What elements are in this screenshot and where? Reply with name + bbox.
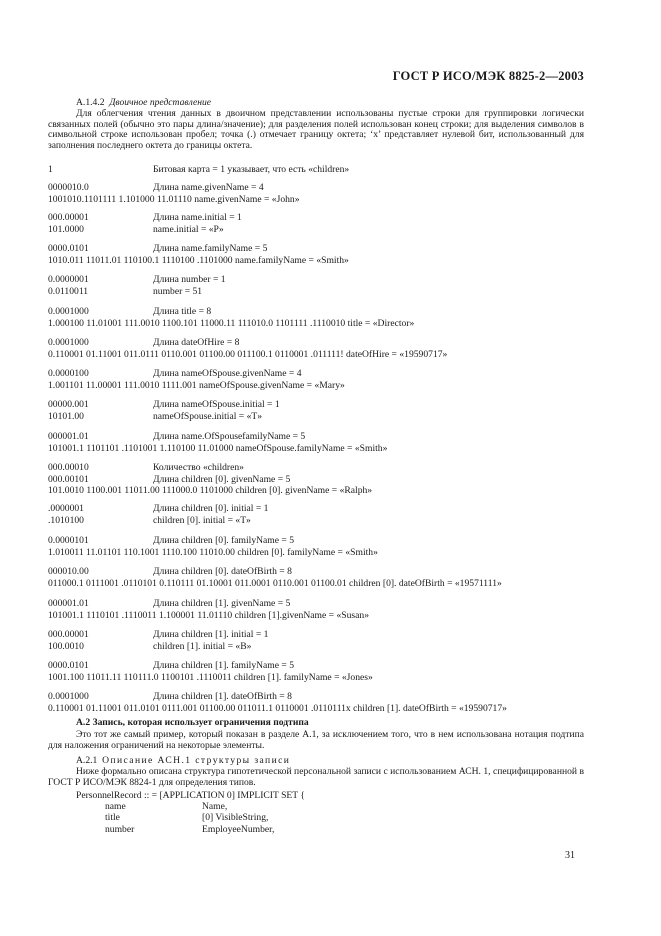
listing-line bbox=[48, 703, 507, 714]
encoding-line-text: 1.000100 11.01001 111.0010 1100.101 11000.11 111010.0 1101111 .1110010 title = «Director» bbox=[48, 317, 415, 329]
a21-number: А.2.1 bbox=[76, 755, 98, 766]
bit-code: 00000.001 bbox=[48, 399, 89, 410]
listing-line bbox=[48, 691, 292, 702]
bit-code: 000.00001 bbox=[48, 629, 89, 640]
listing-line bbox=[48, 194, 300, 205]
listing-line bbox=[48, 274, 226, 285]
listing-line bbox=[48, 598, 290, 609]
listing-line bbox=[48, 474, 290, 485]
encoding-line-text: 0.110001 01.11001 011.0101 0111.001 01100.00 011011.1 0110001 .0110111x children [1]. dateOfBirth = «19590717» bbox=[48, 702, 507, 714]
listing-line bbox=[48, 411, 262, 422]
listing-line bbox=[48, 660, 294, 671]
encoding-line-text: 101001.1 1101101 .1101001 1.110100 11.01000 nameOfSpouse.familyName = «Smith» bbox=[48, 442, 388, 454]
bit-code: 0.0001000 bbox=[48, 306, 89, 317]
section-title: Двоичное представление bbox=[109, 97, 212, 108]
field-description: children [1]. initial = «B» bbox=[153, 640, 252, 652]
bit-code: 0.0001000 bbox=[48, 337, 89, 348]
record-field-type: EmployeeNumber, bbox=[202, 823, 275, 835]
encoding-line-text: 0.110001 01.11001 011.0111 0110.001 01100.00 011100.1 0110001 .011111! dateOfHire = «19590717» bbox=[48, 348, 448, 360]
listing-line bbox=[48, 629, 268, 640]
page-header: ГОСТ Р ИСО/МЭК 8825-2—2003 bbox=[392, 69, 584, 83]
field-description: Длина children [1]. givenName = 5 bbox=[153, 598, 291, 609]
section-number: А.1.4.2 bbox=[76, 97, 105, 108]
listing-line bbox=[48, 547, 378, 558]
listing-line bbox=[48, 515, 251, 526]
field-description: children [0]. initial = «T» bbox=[153, 514, 251, 526]
encoding-line-text: 1010.011 11011.01 110100.1 1110100 .1101000 name.familyName = «Smith» bbox=[48, 254, 349, 266]
listing-line bbox=[48, 443, 387, 454]
field-description: Длина children [0]. initial = 1 bbox=[153, 503, 269, 514]
field-description: Длина children [1]. familyName = 5 bbox=[153, 660, 295, 671]
record-field-type: Name, bbox=[202, 801, 228, 812]
record-field-name: title bbox=[105, 812, 120, 824]
listing-line bbox=[48, 243, 267, 254]
field-description: Длина children [0]. familyName = 5 bbox=[153, 535, 295, 546]
field-description: Длина name.familyName = 5 bbox=[153, 243, 268, 254]
bit-code: 0.0000001 bbox=[48, 274, 89, 285]
listing-line bbox=[48, 306, 211, 317]
bit-code: 000010.00 bbox=[48, 566, 89, 577]
field-description: Длина nameOfSpouse.givenName = 4 bbox=[153, 368, 302, 379]
field-description: Длина children [0]. givenName = 5 bbox=[153, 473, 291, 485]
a2-heading: А.2 Запись, которая использует ограничения подтипа bbox=[76, 717, 309, 728]
encoding-line-text: 1.010011 11.01101 110.1001 1110.100 11010.00 children [0]. familyName = «Smith» bbox=[48, 546, 378, 558]
bit-code: 0.0000101 bbox=[48, 535, 89, 546]
bit-code: 101.0000 bbox=[48, 223, 84, 235]
record-definition: PersonnelRecord :: = [APPLICATION 0] IMPLICIT SET { bbox=[76, 790, 305, 801]
encoding-line-text: 011000.1 0111001 .0110101 0.110111 01.10001 011.0001 0110.001 01100.01 children [0]. dateOfBirth = «19571111» bbox=[48, 577, 502, 589]
bit-code: 000.00101 bbox=[48, 473, 89, 485]
encoding-line-text: 101001.1 1110101 .1110011 1.100001 11.01110 children [1].givenName = «Susan» bbox=[48, 609, 369, 621]
listing-line bbox=[48, 485, 372, 496]
field-description: Длина children [0]. dateOfBirth = 8 bbox=[153, 566, 292, 577]
listing-line bbox=[48, 380, 345, 391]
bit-code: 100.0010 bbox=[48, 640, 84, 652]
a2-paragraph: Это тот же самый пример, который показан в разделе А.1, за исключением того, что в нем использована нотация подтипа для наложения ограничений на некоторые элементы. bbox=[48, 729, 584, 751]
intro-paragraph: Для облегчения чтения данных в двоичном представлении использованы пустые строки для группировки логически связанных полей (обычно это пары длина/значение); для разделения полей использован конец строки; для выделения символов в символьной строке использован пробел; точка (.) отмечает границу октета; ‘x’ представляет нулевой бит, использованный для заполнения последнего октета до границы октета. bbox=[48, 108, 584, 151]
listing-line bbox=[48, 535, 294, 546]
a21-paragraph: Ниже формально описана структура гипотетической персональной записи с использованием АСН. 1, специфицированной в ГОСТ Р ИСО/МЭК 8824-1 для определения типов. bbox=[48, 766, 584, 788]
bit-code: 000001.01 bbox=[48, 431, 89, 442]
listing-line bbox=[48, 672, 373, 683]
bit-code: .0000001 bbox=[48, 503, 84, 514]
encoding-line-text: 1.001101 11.00001 111.0010 1111.001 nameOfSpouse.givenName = «Mary» bbox=[48, 379, 345, 391]
listing-line bbox=[48, 399, 280, 410]
listing-line bbox=[48, 182, 264, 193]
bit-code: .1010100 bbox=[48, 514, 84, 526]
bit-code: 0.0001000 bbox=[48, 691, 89, 702]
listing-line bbox=[48, 212, 242, 223]
listing-line bbox=[48, 286, 202, 297]
listing-line bbox=[48, 224, 224, 235]
listing-line bbox=[48, 503, 268, 514]
page-number: 31 bbox=[565, 850, 575, 861]
record-field-name: number bbox=[105, 823, 135, 835]
bit-code: 0.0110011 bbox=[48, 285, 89, 297]
field-description: Длина title = 8 bbox=[153, 306, 212, 317]
listing-line bbox=[48, 566, 292, 577]
listing-line bbox=[48, 462, 244, 473]
field-description: Количество «children» bbox=[153, 462, 244, 473]
listing-line bbox=[48, 337, 239, 348]
field-description: Длина children [1]. initial = 1 bbox=[153, 629, 269, 640]
encoding-line-text: 1001.100 11011.11 110111.0 1100101 .1110011 children [1]. familyName = «Jones» bbox=[48, 671, 373, 683]
field-description: Длина name.OfSpousefamilyName = 5 bbox=[153, 431, 306, 442]
a21-title: Описание АСН.1 структуры записи bbox=[102, 755, 291, 766]
listing-line bbox=[48, 578, 502, 589]
field-description: number = 51 bbox=[153, 285, 203, 297]
field-description: Длина dateOfHire = 8 bbox=[153, 337, 240, 348]
listing-line bbox=[48, 610, 369, 621]
listing-line bbox=[48, 641, 251, 652]
listing-line bbox=[48, 368, 302, 379]
field-description: Длина nameOfSpouse.initial = 1 bbox=[153, 399, 280, 410]
field-description: Длина name.initial = 1 bbox=[153, 212, 242, 223]
listing-line bbox=[48, 164, 349, 175]
a21-heading bbox=[76, 755, 290, 766]
bit-code: 0.0000100 bbox=[48, 368, 89, 379]
bit-code: 0000010.0 bbox=[48, 182, 89, 193]
field-description: Битовая карта = 1 указывает, что есть «children» bbox=[153, 164, 350, 175]
bit-code: 000.00001 bbox=[48, 212, 89, 223]
bit-code: 10101.00 bbox=[48, 410, 84, 422]
bit-code: 0000.0101 bbox=[48, 660, 89, 671]
field-description: Длина name.givenName = 4 bbox=[153, 182, 264, 193]
listing-line bbox=[48, 431, 305, 442]
bit-code: 000.00010 bbox=[48, 462, 89, 473]
listing-line bbox=[48, 318, 414, 329]
listing-line bbox=[48, 349, 447, 360]
record-field-name: name bbox=[105, 801, 126, 812]
bit-code: 1 bbox=[48, 164, 53, 175]
bit-code: 000001.01 bbox=[48, 598, 89, 609]
bit-code: 0000.0101 bbox=[48, 243, 89, 254]
field-description: Длина children [1]. dateOfBirth = 8 bbox=[153, 691, 292, 702]
record-field-type: [0] VisibleString, bbox=[202, 812, 269, 824]
field-description: nameOfSpouse.initial = «T» bbox=[153, 410, 263, 422]
field-description: name.initial = «P» bbox=[153, 223, 224, 235]
field-description: Длина number = 1 bbox=[153, 274, 226, 285]
section-heading bbox=[76, 97, 211, 108]
listing-line bbox=[48, 255, 349, 266]
encoding-line-text: 101.0010 1100.001 11011.00 111000.0 1101000 children [0]. givenName = «Ralph» bbox=[48, 485, 373, 496]
encoding-line-text: 1001010.1101111 1.101000 11.01110 name.givenName = «John» bbox=[48, 193, 300, 205]
